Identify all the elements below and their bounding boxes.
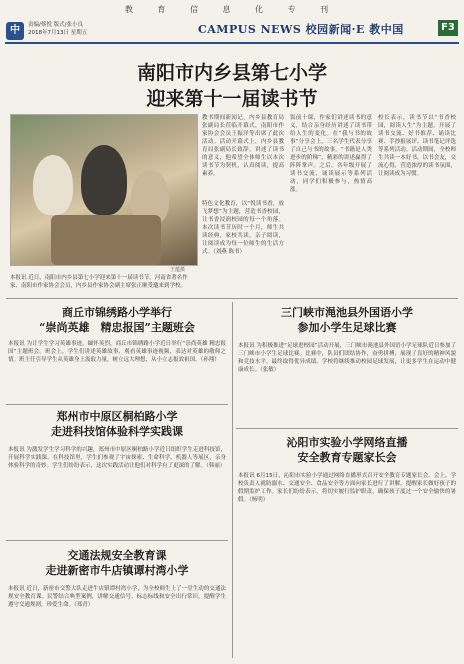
meta-editors: 责编/蔡悦 版式/张小良: [28, 22, 83, 28]
article-headline: [236, 435, 458, 465]
lead-headline-line2: 迎来第十一届读书节: [146, 88, 318, 110]
column-divider: [232, 302, 233, 658]
article-body: 本报讯 近日，新密市交警大队走进牛店镇谭村湾小学，为全校师生上了一堂生动的交通法规安全教育课。民警结合典型案例，讲解交通信号、标志标线和安全出行常识，提醒学生遵守交通规则，珍爱生命。（郑青）: [8, 586, 226, 608]
article-headline-line2: 走进新密市牛店镇谭村湾小学: [45, 564, 189, 577]
article-body: 本报讯 6月15日，沁阳市实验小学通过网络直播形式召开安全教育专题家长会。会上，学校负责人就防溺水、交通安全、食品安全等方面向家长进行了讲解，提醒家长做好孩子的假期监护工作。家长们纷纷表示，将切实履行监护职责，确保孩子度过一个安全愉快的暑假。（杨明）: [238, 473, 456, 503]
section-title: CAMPUS NEWS 校园新闻·E 教中国: [198, 23, 404, 36]
lead-headline-line1: 南阳市内乡县第七小学: [136, 62, 327, 84]
article-headline-line1: 交通法规安全教育课: [67, 549, 167, 562]
lead-column-4: 校长表示，读书节以“书香校园，阅读人生”为主题，开展了读书交流、好书推荐、诵读比赛、手抄报展评、读书笔记评选等系列活动。活动期间，全校师生共读一本好书，以书会友，交流心得，营造浓厚的读书氛围，让阅读成为习惯。: [378, 115, 456, 177]
photo-credit: 王蕴摄: [170, 267, 186, 273]
lead-photo: [10, 114, 198, 266]
logo-badge: 中: [6, 22, 24, 40]
article-headline-line1: 郑州市中原区桐柏路小学: [56, 410, 178, 423]
article-headline-line1: 商丘市锦绣路小学举行: [62, 306, 172, 319]
article-headline-line2: 安全教育专题家长会: [297, 451, 397, 464]
article-headline-line2: “崇尚英雄 精忠报国”主题班会: [39, 321, 195, 334]
lead-column-5: 特色文化教育，以“悦读书香，放飞梦想”为主题，营造书香校园，让书香浸润校园的每一个角落。本次读书节历时一个月，师生共读经典，家校共读，亲子阅读，让阅读成为每一位师生的生活方式。（刘燕 陈书）: [202, 201, 284, 255]
article-divider: [236, 428, 458, 429]
article-divider: [6, 404, 228, 405]
article-headline-line1: 三门峡市渑池县外国语小学: [281, 306, 413, 319]
lead-column-2: 教书期间新闻记，内乡县教育局张副局长莅临开幕式，南阳市作家协会会员王振洋等出席了此次活动。活动开幕式上，内乡县教育局张副局长致辞，讲述了读书的意义，他希望全体师生以本次读书节为契机，认真阅读，提高素养。: [202, 115, 284, 177]
article-body: 本报讯 为积极推进“足球进校园”活动开展，三门峡市渑池县外国语小学足球队近日参加了三门峡市小学生足球比赛。比赛中，队员们团结协作，奋勇拼搏，展现了良好的精神风貌和竞技水平，最终取得优异成绩。学校将继续推动校园足球发展，让更多学生在运动中健康成长。（张敏）: [238, 343, 456, 373]
article-headline: [6, 409, 228, 439]
article-headline-line2: 参加小学生足球比赛: [297, 321, 397, 334]
article-headline-line2: 走进科技馆体验科学实践课: [51, 425, 183, 438]
masthead-motto: 教 育 信 息 化 专 刊: [124, 5, 340, 14]
article-headline: [236, 305, 458, 335]
article-divider: [6, 540, 228, 541]
header-rule: [5, 42, 459, 44]
article-body: 本报讯 为激发学生学习科学的兴趣，郑州市中原区桐柏路小学近日组织学生走进科技馆，开展科学实践课。在科技馆里，学生们参观了宇宙探索、生命科学、机器人等展区，亲身体验科学的奇妙。学生们纷纷表示，这次实践活动让他们对科学有了更深的了解。（韩丽）: [8, 447, 226, 469]
lead-headline: [0, 60, 464, 112]
meta-date: 2018年7月13日 星期五: [28, 30, 88, 36]
lead-column-3: 饭前十课，作家们讲述读书的意义，结合亲身经历讲述了读书带给人生的变化。在“我与书的故事”分享会上，三名学生代表分享了自己与书的故事。“书籍是人类进步的阶梯”，精彩的讲述赢得了阵阵掌声。之后，各年级开展了读书交流、诵读展示等系列活动，同学们积极参与，热情高涨。: [290, 115, 372, 193]
editor-meta: [28, 21, 87, 37]
section-divider: [6, 298, 458, 299]
article-body: 本报讯 为让学生学习英雄事迹，缅怀英烈，商丘市锦绣路小学近日举行“崇尚英雄 精忠报国”主题班会。班会上，学生们讲述英雄故事，观看英雄事迹视频，表达对英雄的敬仰之情。班主任引导学生从英雄身上汲取力量，树立远大理想，从小立志报效祖国。（孙翔）: [8, 341, 226, 363]
article-headline: [6, 305, 228, 335]
page-number: F3: [438, 20, 458, 36]
article-headline-line1: 沁阳市实验小学网络直播: [286, 436, 408, 449]
article-headline: [6, 548, 228, 578]
lead-caption: 本报讯 近日，南阳市内乡县第七小学迎来第十一届读书节。河南省著名作家、南阳市作家协会会员，内乡县作家协会副主席张正顺受邀来到学校。: [10, 275, 188, 289]
